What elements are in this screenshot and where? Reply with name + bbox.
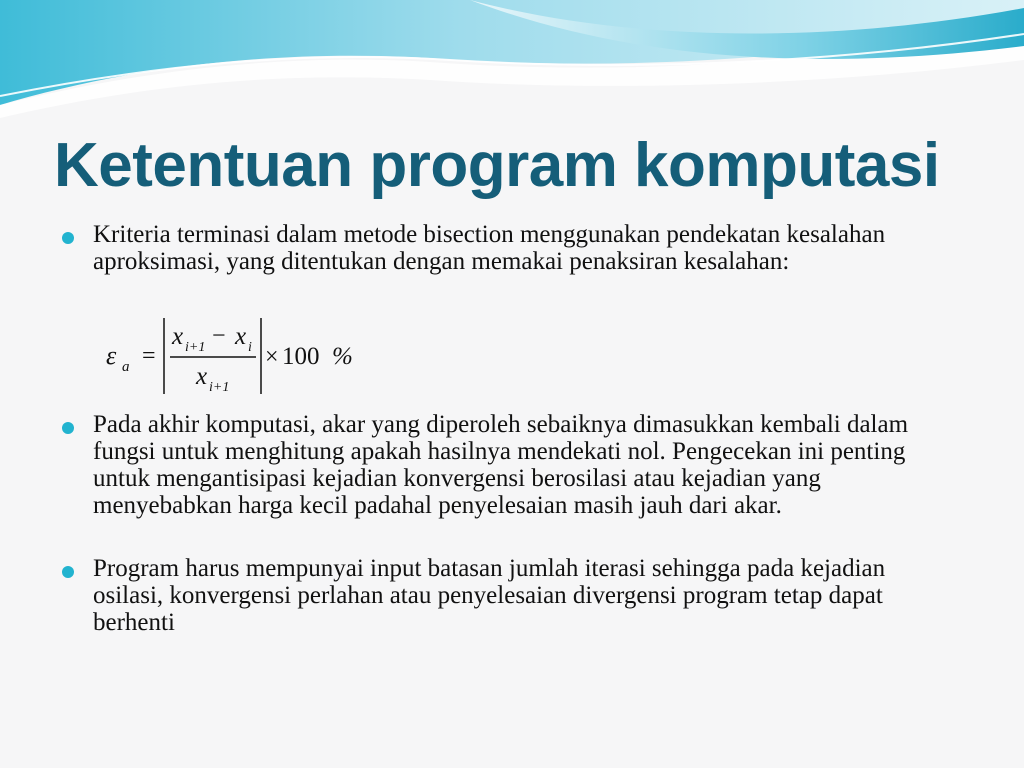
formula-percent: % [332, 343, 353, 370]
slide-title: Ketentuan program komputasi [54, 131, 940, 200]
formula-numerator-x1: x [172, 323, 184, 350]
formula-times: × [265, 344, 279, 370]
formula-numerator-x2-subscript: i [248, 340, 252, 355]
formula-numerator-x2: x [235, 323, 247, 350]
bullet-text: Kriteria terminasi dalam metode bisection menggunakan pendekatan kesalahan aproksimasi, yang ditentukan dengan memakai penaksiran kesalahan: [93, 221, 886, 275]
relative-error-formula [104, 314, 364, 398]
formula-denominator-x-subscript: i+1 [209, 380, 230, 395]
formula-denominator-x: x [196, 363, 208, 390]
formula-equals: = [142, 343, 156, 369]
bullet-item [62, 555, 962, 636]
formula-numerator-x1-subscript: i+1 [185, 340, 206, 355]
formula-minus: − [212, 323, 226, 349]
bullet-dot-icon [62, 422, 74, 434]
bullet-dot-icon [62, 232, 74, 244]
bullet-dot-icon [62, 566, 74, 578]
bullet-text: Program harus mempunyai input batasan jumlah iterasi sehingga pada kejadian osilasi, konvergensi perlahan atau penyelesaian divergensi program tetap dapat berhenti [93, 555, 886, 636]
bullet-text: Pada akhir komputasi, akar yang diperoleh sebaiknya dimasukkan kembali dalam fungsi untuk menghitung apakah hasilnya mendekati nol. Pengecekan ini penting untuk mengantisipasi kejadian konvergensi berosilasi atau kejadian yang menyebabkan harga kecil padahal penyelesaian masih jauh dari akar. [93, 411, 909, 519]
formula-epsilon-subscript: a [122, 359, 130, 375]
bullet-item [62, 411, 962, 519]
bullet-item [62, 221, 962, 275]
formula-hundred: 100 [282, 343, 320, 370]
formula-epsilon: ε [106, 341, 117, 370]
header-wave-decoration [0, 0, 1024, 120]
